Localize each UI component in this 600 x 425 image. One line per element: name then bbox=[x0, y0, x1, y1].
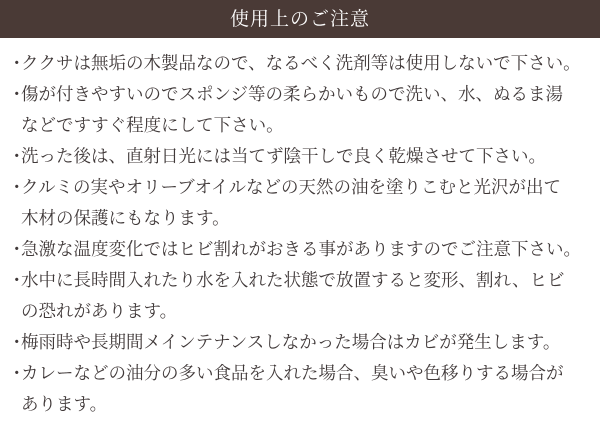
notice-item bbox=[8, 48, 592, 79]
notice-line: 木材の保護にもなります。 bbox=[21, 208, 230, 228]
notice-line: 水中に長時間入れたり水を入れた状態で放置すると変形、割れ、ヒビ bbox=[21, 270, 565, 290]
notice-line: などですすぐ程度にして下さい。 bbox=[21, 115, 284, 135]
notice-header bbox=[0, 0, 600, 38]
notice-item-text bbox=[21, 172, 592, 234]
notice-line: ククサは無垢の木製品なので、なるべく洗剤等は使用しないで下さい。 bbox=[21, 53, 581, 73]
notice-item bbox=[8, 234, 592, 265]
notice-line: 洗った後は、直射日光には当てず陰干しで良く乾燥させて下さい。 bbox=[21, 146, 546, 166]
bullet-marker: ・ bbox=[8, 239, 26, 259]
notice-item-text bbox=[21, 265, 592, 327]
notice-item-text bbox=[21, 141, 592, 172]
page-title: 使用上のご注意 bbox=[229, 8, 370, 30]
bullet-marker: ・ bbox=[8, 270, 26, 290]
bullet-marker: ・ bbox=[8, 146, 26, 166]
notice-item bbox=[8, 172, 592, 234]
bullet-marker: ・ bbox=[8, 363, 26, 383]
notice-line: カレーなどの油分の多い食品を入れた場合、臭いや色移りする場合が bbox=[21, 363, 564, 383]
notice-item bbox=[8, 265, 592, 327]
bullet-marker: ・ bbox=[8, 332, 26, 352]
notice-line: 急激な温度変化ではヒビ割れがおきる事がありますのでご注意下さい。 bbox=[21, 239, 581, 259]
notice-list bbox=[8, 48, 592, 420]
notice-item-text bbox=[21, 358, 592, 420]
notice-item-text bbox=[21, 327, 592, 358]
notice-item bbox=[8, 358, 592, 420]
notice-item bbox=[8, 141, 592, 172]
notice-line: 傷が付きやすいのでスポンジ等の柔らかいもので洗い、水、ぬるま湯 bbox=[21, 84, 564, 104]
bullet-marker: ・ bbox=[8, 177, 26, 197]
notice-item-text bbox=[21, 79, 592, 141]
notice-line: あります。 bbox=[21, 394, 108, 414]
notice-line: 梅雨時や長期間メインテナンスしなかった場合はカビが発生します。 bbox=[21, 332, 561, 352]
notice-line: の恐れがあります。 bbox=[21, 301, 178, 321]
notice-line: クルミの実やオリーブオイルなどの天然の油を塗りこむと光沢が出て bbox=[21, 177, 562, 197]
notice-item-text bbox=[21, 48, 592, 79]
notice-item-text bbox=[21, 234, 592, 265]
bullet-marker: ・ bbox=[8, 84, 26, 104]
notice-body bbox=[0, 38, 600, 420]
notice-item bbox=[8, 327, 592, 358]
notice-item bbox=[8, 79, 592, 141]
bullet-marker: ・ bbox=[8, 53, 26, 73]
